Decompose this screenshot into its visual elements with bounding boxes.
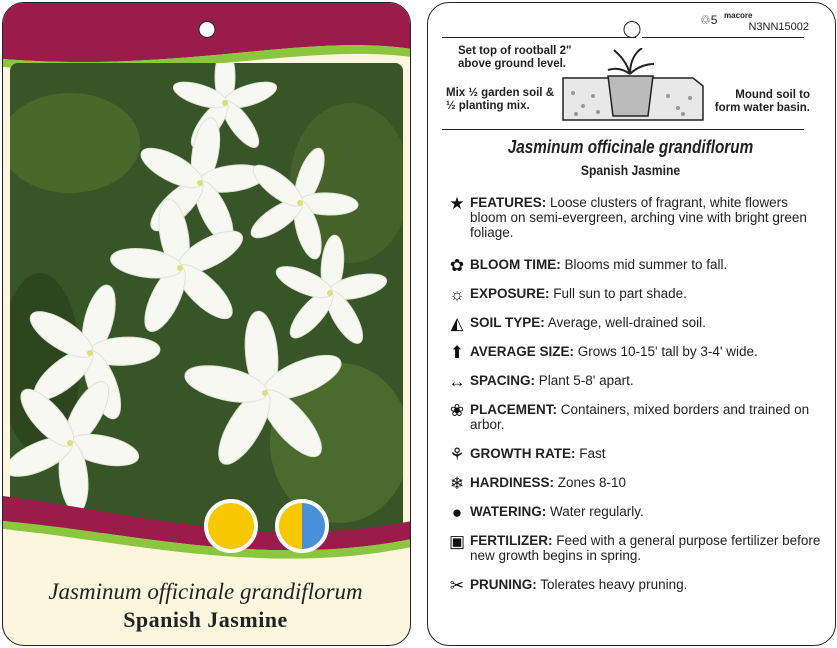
attribute-label: WATERING: [470, 504, 547, 519]
attribute-text [468, 402, 828, 432]
attribute-value: Blooms mid summer to fall. [560, 257, 728, 272]
attribute-text [468, 286, 687, 306]
attribute-label: FEATURES: [470, 195, 547, 210]
part-shade-icon [275, 499, 329, 553]
growth-icon: ⚘ [449, 445, 465, 464]
planting-diagram [558, 48, 708, 128]
attribute-row [446, 195, 828, 240]
attribute-text [468, 315, 706, 335]
planting-label-top: Set top of rootball 2" above ground level. [458, 45, 572, 70]
hang-hole [623, 21, 640, 38]
attribute-row [446, 257, 828, 277]
npk-icon: ▣ [448, 532, 466, 551]
front-common-name: Spanish Jasmine [123, 607, 288, 632]
attribute-label: SPACING: [470, 373, 536, 388]
attribute-row [446, 344, 828, 364]
brand-logo: macore [724, 11, 753, 20]
planting-label-mix: Mix ½ garden soil & ½ planting mix. [446, 87, 554, 112]
attribute-row [446, 286, 828, 306]
attribute-text [468, 195, 828, 240]
attribute-label: FERTILIZER: [470, 533, 553, 548]
attribute-label: EXPOSURE: [470, 286, 550, 301]
sun-icon: ☼ [449, 285, 465, 304]
size-icon: ⬆ [449, 343, 465, 362]
attribute-label: SOIL TYPE: [470, 315, 545, 330]
plant-photo [10, 63, 403, 533]
attribute-value: Zones 8-10 [554, 475, 627, 490]
attribute-value: Grows 10-15' tall by 3-4' wide. [574, 344, 758, 359]
attribute-label: AVERAGE SIZE: [470, 344, 575, 359]
attribute-label: PRUNING: [470, 577, 537, 592]
full-sun-icon [204, 499, 258, 553]
front-scientific-name: Jasminum officinale grandiflorum [48, 579, 363, 604]
star-icon: ★ [449, 194, 465, 213]
product-code: N3NN15002 [748, 21, 809, 33]
back-scientific-name: Jasminum officinale grandiflorum [507, 137, 754, 157]
attribute-row [446, 402, 828, 432]
attribute-text [468, 475, 626, 495]
attribute-label: BLOOM TIME: [470, 257, 561, 272]
attribute-label: PLACEMENT: [470, 402, 557, 417]
attribute-text [468, 373, 634, 393]
diagram-rule [442, 129, 804, 130]
attribute-value: Plant 5-8' apart. [535, 373, 634, 388]
attribute-text [468, 577, 687, 597]
snowflake-icon: ❄ [449, 474, 465, 493]
planting-label-mound: Mound soil to form water basin. [714, 89, 810, 114]
attribute-value: Fast [575, 446, 606, 461]
top-rule-right [642, 37, 804, 38]
attribute-text [468, 533, 828, 563]
hang-hole [198, 21, 215, 38]
attribute-value: Full sun to part shade. [549, 286, 687, 301]
attribute-row [446, 533, 828, 563]
back-card [427, 2, 836, 646]
front-card [2, 2, 411, 646]
top-rule-left [442, 37, 636, 38]
attribute-row [446, 373, 828, 393]
water-drop-icon: ● [451, 503, 463, 522]
attribute-label: GROWTH RATE: [470, 446, 576, 461]
attribute-value: Loose clusters of fragrant, white flowers bloom on semi-evergreen, arching vine with bright green foliage. [470, 195, 807, 240]
back-common-name: Spanish Jasmine [580, 163, 681, 178]
attribute-text [468, 344, 758, 364]
recycle-icon: ♲5 [700, 13, 718, 27]
attribute-value: Feed with a general purpose fertilizer before new growth begins in spring. [470, 533, 821, 563]
attribute-text [468, 504, 644, 524]
attribute-text [468, 446, 606, 466]
soil-icon: ◭ [450, 314, 464, 333]
placement-icon: ❀ [449, 401, 465, 420]
attribute-row [446, 475, 828, 495]
attribute-value: Containers, mixed borders and trained on arbor. [470, 402, 810, 432]
pruners-icon: ✂ [449, 576, 465, 595]
attribute-row [446, 577, 828, 597]
attribute-value: Average, well-drained soil. [544, 315, 706, 330]
attribute-text [468, 257, 727, 277]
spacing-icon: ↔ [448, 372, 466, 391]
attribute-row [446, 504, 828, 524]
recycle-number: 5 [710, 13, 718, 27]
attribute-value: Water regularly. [546, 504, 644, 519]
flower-icon: ✿ [449, 256, 465, 275]
attribute-label: HARDINESS: [470, 475, 555, 490]
attribute-row [446, 446, 828, 466]
attribute-row [446, 315, 828, 335]
attribute-value: Tolerates heavy pruning. [536, 577, 688, 592]
